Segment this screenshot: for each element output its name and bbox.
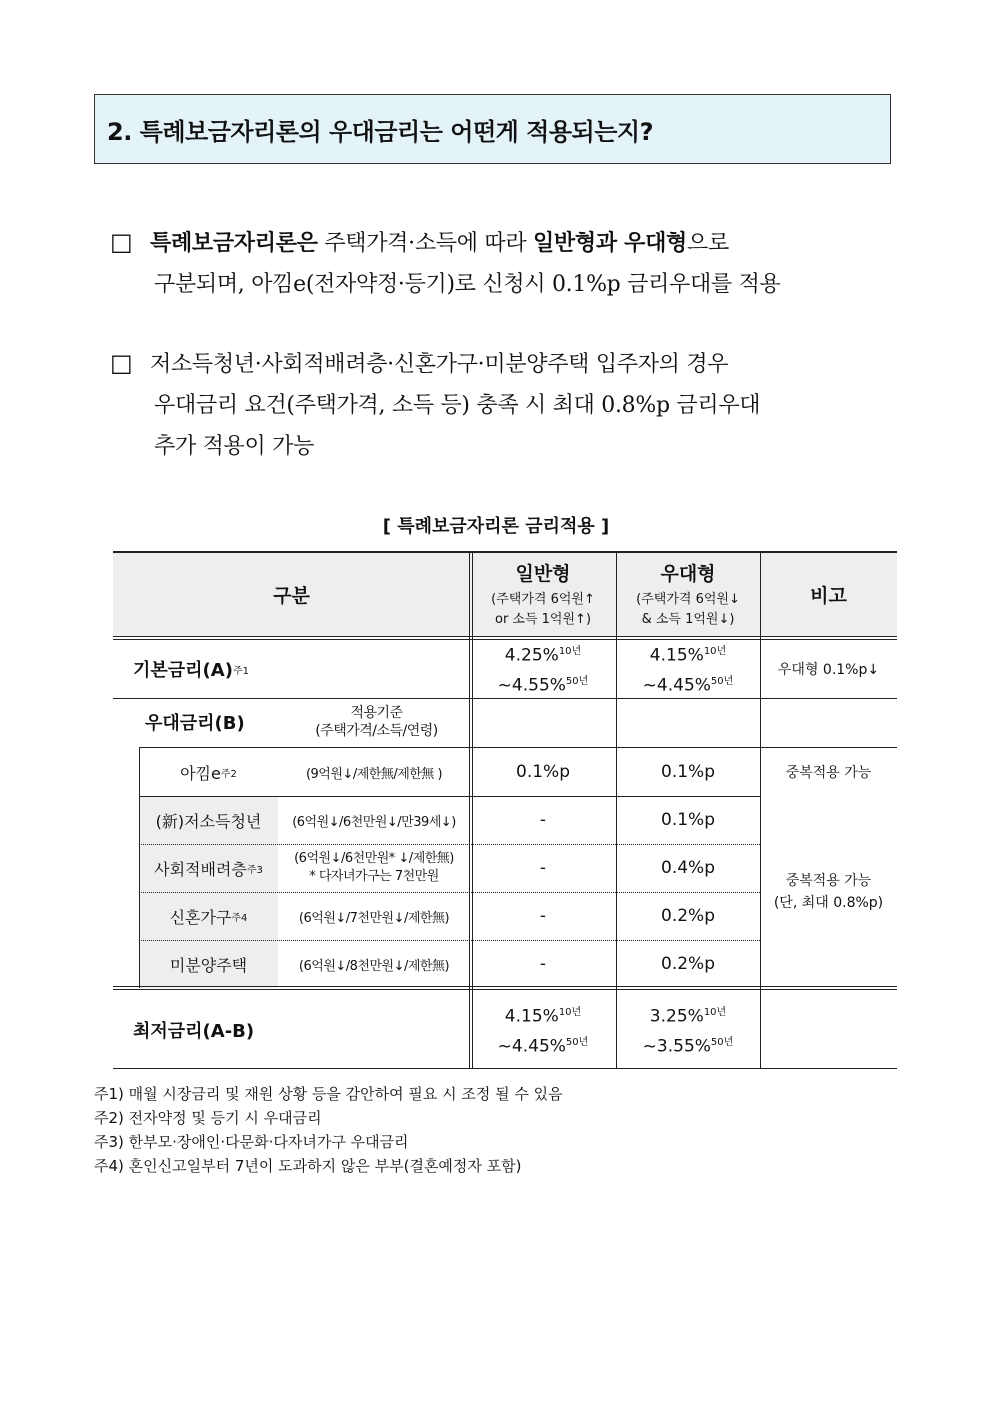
checkbox-square-icon: □ <box>110 228 133 256</box>
sub-row-label <box>139 892 278 940</box>
sub-column-divider <box>139 747 140 988</box>
sub-row-label <box>139 844 278 892</box>
header-preferred-sub1: (주택가격 6억원↓ <box>636 591 740 607</box>
bullet-1-line-1 <box>110 222 890 264</box>
term-sup: 10년 <box>703 646 727 658</box>
rate-value: 4.15% <box>649 646 704 666</box>
text: 저소득청년·사회적배려층·신혼가구·미분양주택 입주자의 경우 <box>150 352 729 377</box>
merged-note-line1: 중복적용 가능 <box>785 873 872 889</box>
criteria-header-line2: (주택가격/소득/연령) <box>315 723 438 739</box>
text: 으로 <box>687 231 729 256</box>
base-rate-general <box>470 640 616 698</box>
bold-text: 특례보금자리론은 <box>150 231 318 256</box>
sub-row-preferred: 0.2%p <box>661 954 715 974</box>
criteria-header-line1: 적용기준 <box>350 705 403 721</box>
sub-row-label <box>139 748 278 796</box>
bullet-paragraph-1 <box>110 222 890 305</box>
term-sup: 10년 <box>558 1006 582 1018</box>
criteria-line1: (6억원↓/6천만원* ↓/제한無) <box>294 851 454 866</box>
base-rate-preferred <box>616 640 760 698</box>
sub-row-preferred: 0.1%p <box>661 762 715 782</box>
row-divider-dotted <box>139 844 760 845</box>
footnote-mark: 주4 <box>231 912 248 924</box>
criteria-line2: * 다자녀가구는 7천만원 <box>309 869 439 884</box>
header-general <box>470 551 616 637</box>
sub-row-preferred: 0.1%p <box>661 810 715 830</box>
footnotes <box>94 1082 894 1178</box>
merged-note <box>760 796 897 988</box>
min-rate-preferred <box>616 991 760 1068</box>
sub-row-general: 0.1%p <box>516 762 570 782</box>
row-divider <box>139 796 760 797</box>
sub-row-preferred: 0.2%p <box>661 906 715 926</box>
base-rate-label <box>113 640 470 698</box>
term-sup: 10년 <box>703 1006 727 1018</box>
header-divider <box>113 639 897 640</box>
rate-value: 3.25% <box>649 1006 704 1027</box>
footnote-mark: 주3 <box>246 864 263 876</box>
base-rate-label-text: 기본금리(A) <box>133 660 233 681</box>
footnote-mark: 주1 <box>232 665 249 677</box>
sub-row-general: - <box>539 810 547 830</box>
sub-row-criteria: (6억원↓/6천만원↓/만39세↓) <box>292 814 456 830</box>
footnote-4: 주4) 혼인신고일부터 7년이 도과하지 않은 부부(결혼예정자 포함) <box>94 1157 522 1175</box>
row-divider-dotted <box>139 892 760 893</box>
sub-row-name: 사회적배려층 <box>154 859 247 879</box>
footnote-3: 주3) 한부모·장애인·다문화·다자녀가구 우대금리 <box>94 1133 409 1151</box>
column-divider <box>760 551 761 1068</box>
term-sup: 10년 <box>558 646 582 658</box>
term-sup: 50년 <box>565 676 589 687</box>
sub-row-general: - <box>539 954 547 974</box>
header-preferred-sub2: & 소득 1억원↓) <box>641 611 735 627</box>
column-divider <box>469 551 470 1068</box>
min-rate-general <box>470 991 616 1068</box>
sub-row-label: 미분양주택 <box>169 955 248 975</box>
table-bottom-border <box>113 1068 897 1069</box>
rate-value: 4.15% <box>504 1006 559 1027</box>
bullet-1-line-2: 구분되며, 아낌e(전자약정·등기)로 신청시 0.1%p 금리우대를 적용 <box>154 272 781 297</box>
text: 주택가격·소득에 따라 <box>317 231 533 256</box>
sub-row-preferred: 0.4%p <box>661 858 715 878</box>
term-sup: 50년 <box>565 1036 589 1048</box>
bullet-2-line-2: 우대금리 요건(주택가격, 소득 등) 충족 시 최대 0.8%p 금리우대 <box>154 393 761 418</box>
criteria-header <box>283 698 470 746</box>
sub-row-criteria: (6억원↓/7천만원↓/제한無) <box>298 910 450 926</box>
table-caption: [ 특례보금자리론 금리적용 ] <box>382 516 610 537</box>
sub-row-general: - <box>539 906 547 926</box>
header-general-sub1: (주택가격 6억원↑ <box>491 591 595 607</box>
question-heading: 2. 특례보금자리론의 우대금리는 어떤게 적용되는지? <box>94 94 891 164</box>
sub-row-criteria: (6억원↓/8천만원↓/제한無) <box>298 958 450 974</box>
sub-row-note: 중복적용 가능 <box>785 765 872 781</box>
header-general-sub2: or 소득 1억원↑) <box>494 611 592 627</box>
table-top-border <box>113 551 897 553</box>
row-divider <box>113 698 897 699</box>
row-divider <box>113 986 897 987</box>
bullet-2-line-3: 추가 적용이 가능 <box>154 434 315 459</box>
term-sup: 50년 <box>710 676 734 687</box>
rate-value: ~4.55% <box>497 675 566 696</box>
merged-note-line2: (단, 최대 0.8%p) <box>773 895 884 911</box>
header-category: 구분 <box>273 584 310 607</box>
sub-row-criteria <box>278 844 470 892</box>
header-preferred <box>616 551 760 637</box>
header-divider <box>113 636 897 637</box>
footnote-2: 주2) 전자약정 및 등기 시 우대금리 <box>94 1109 322 1127</box>
sub-row-label: (新)저소득청년 <box>155 811 262 831</box>
rate-value: ~3.55% <box>642 1036 711 1057</box>
row-divider <box>113 989 897 990</box>
rate-value: 4.25% <box>504 646 559 666</box>
sub-row-name: 아낌e <box>180 763 221 783</box>
header-preferred-title: 우대형 <box>660 562 716 585</box>
sub-row-name: 신혼가구 <box>169 907 232 927</box>
footnote-mark: 주2 <box>220 768 237 780</box>
bold-text: 일반형과 우대형 <box>532 231 687 256</box>
rate-value: ~4.45% <box>497 1036 566 1057</box>
sub-row-criteria: (9억원↓/제한無/제한無 ) <box>305 766 443 782</box>
base-rate-note: 우대형 0.1%p↓ <box>777 662 880 678</box>
bullet-2-line-1 <box>110 343 890 385</box>
preferred-rate-label: 우대금리(B) <box>145 713 245 734</box>
row-divider-dotted <box>139 940 760 941</box>
min-rate-label: 최저금리(A-B) <box>133 1020 255 1042</box>
column-divider <box>472 551 473 1068</box>
footnote-1: 주1) 매월 시장금리 및 재원 상황 등을 감안하여 필요 시 조정 될 수 있음 <box>94 1085 563 1103</box>
term-sup: 50년 <box>710 1036 734 1048</box>
row-divider <box>139 747 897 748</box>
column-divider <box>616 551 617 1068</box>
header-general-title: 일반형 <box>515 562 571 585</box>
checkbox-square-icon: □ <box>110 349 133 377</box>
sub-row-general: - <box>539 858 547 878</box>
bullet-paragraph-2 <box>110 343 890 467</box>
header-note: 비고 <box>810 584 847 607</box>
rate-value: ~4.45% <box>642 675 711 696</box>
